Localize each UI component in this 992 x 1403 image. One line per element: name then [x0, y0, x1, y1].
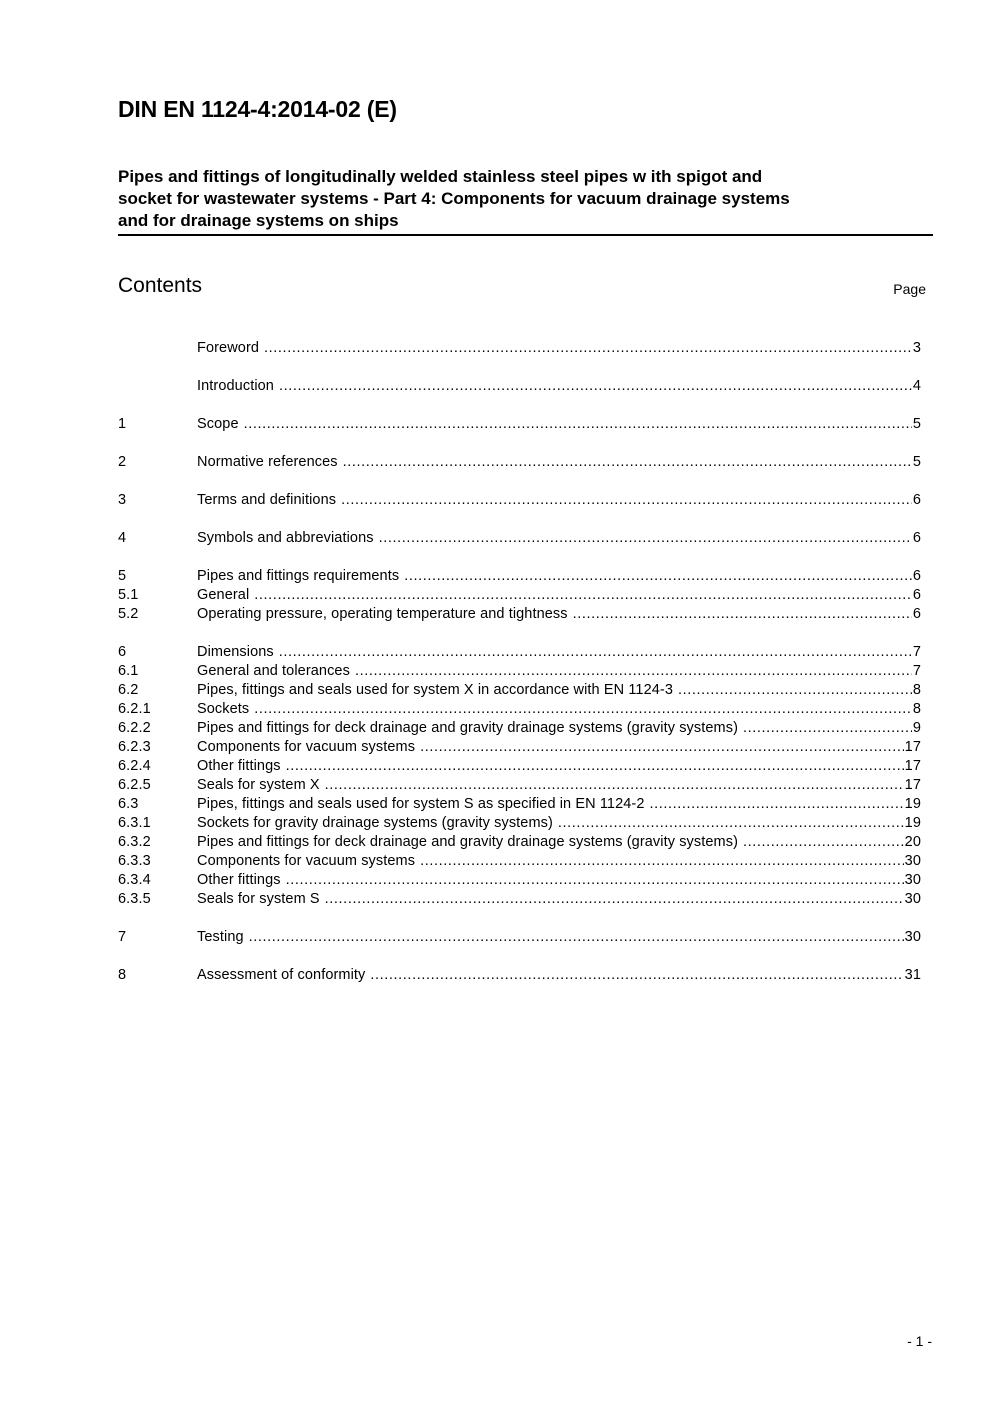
- toc-entry-number: 6.3.1: [118, 815, 151, 831]
- toc-entry-title: General: [197, 587, 250, 603]
- toc-entry-page: 3: [912, 340, 921, 356]
- toc-entry-number: 5: [118, 568, 127, 584]
- toc-entry-number: 6.2.1: [118, 701, 151, 717]
- toc-entry-title: Normative references: [197, 454, 338, 470]
- toc-leader-dots: [249, 928, 904, 947]
- toc-entry-page: 8: [912, 682, 921, 698]
- contents-heading: Contents: [118, 274, 203, 297]
- toc-entry-page: 7: [912, 644, 921, 660]
- toc-entry-6-2-5[interactable]: [118, 776, 921, 795]
- toc-leader-dots: [264, 339, 912, 358]
- toc-entry-page: 6: [912, 587, 921, 603]
- toc-entry-title: Components for vacuum systems: [197, 739, 416, 755]
- toc-entry-title: Pipes, fittings and seals used for system X in accordance with EN 1124-3: [197, 682, 673, 698]
- toc-entry-number: 6.1: [118, 663, 139, 679]
- toc-leader-dots: [420, 852, 904, 871]
- toc-entry-title: Seals for system X: [197, 777, 320, 793]
- toc-leader-dots: [244, 415, 912, 434]
- toc-entry-5-1[interactable]: [118, 586, 921, 605]
- toc-leader-dots: [678, 681, 912, 700]
- toc-entry-page: 8: [912, 701, 921, 717]
- toc-entry-title: Sockets: [197, 701, 250, 717]
- table-of-contents: [118, 339, 921, 985]
- toc-entry-title: General and tolerances: [197, 663, 350, 679]
- toc-entry-6-2-2[interactable]: [118, 719, 921, 738]
- toc-entry-number: 6.2.4: [118, 758, 151, 774]
- toc-entry-title: Pipes and fittings requirements: [197, 568, 400, 584]
- toc-leader-dots: [743, 719, 912, 738]
- document-id: DIN EN 1124-4:2014-02 (E): [118, 96, 397, 122]
- toc-entry-5-2[interactable]: [118, 605, 921, 624]
- toc-entry-6-3-3[interactable]: [118, 852, 921, 871]
- toc-entry-title: Assessment of conformity: [197, 967, 366, 983]
- toc-entry-page: 17: [904, 758, 921, 774]
- toc-entry-2[interactable]: [118, 453, 921, 472]
- toc-entry-6-2-3[interactable]: [118, 738, 921, 757]
- toc-entry-number: 6.3.2: [118, 834, 151, 850]
- toc-leader-dots: [370, 966, 903, 985]
- toc-entry-page: 5: [912, 416, 921, 432]
- toc-entry-page: 7: [912, 663, 921, 679]
- toc-leader-dots: [341, 491, 912, 510]
- toc-entry-number: 8: [118, 967, 127, 983]
- toc-entry-title: Introduction: [197, 378, 274, 394]
- toc-entry-number: 6.2.3: [118, 739, 151, 755]
- toc-entry-number: 5.1: [118, 587, 139, 603]
- toc-entry-number: 3: [118, 492, 127, 508]
- toc-entry-page: 6: [912, 492, 921, 508]
- toc-leader-dots: [743, 833, 904, 852]
- toc-entry-1[interactable]: [118, 415, 921, 434]
- toc-entry-page: 5: [912, 454, 921, 470]
- toc-entry-title: Symbols and abbreviations: [197, 530, 374, 546]
- toc-leader-dots: [325, 776, 904, 795]
- toc-entry-introduction[interactable]: [118, 377, 921, 396]
- toc-entry-title: Terms and definitions: [197, 492, 337, 508]
- toc-entry-title: Operating pressure, operating temperature and tightness: [197, 606, 568, 622]
- toc-entry-number: 6.3.3: [118, 853, 151, 869]
- toc-leader-dots: [355, 662, 912, 681]
- footer-page-number: - 1 -: [907, 1333, 932, 1349]
- toc-entry-page: 9: [912, 720, 921, 736]
- toc-entry-title: Scope: [197, 416, 239, 432]
- toc-entry-page: 6: [912, 568, 921, 584]
- toc-leader-dots: [650, 795, 904, 814]
- toc-entry-6-1[interactable]: [118, 662, 921, 681]
- toc-entry-6-3-2[interactable]: [118, 833, 921, 852]
- toc-entry-number: 6.2: [118, 682, 139, 698]
- toc-entry-title: Other fittings: [197, 758, 281, 774]
- toc-entry-page: 6: [912, 606, 921, 622]
- toc-entry-6-2-4[interactable]: [118, 757, 921, 776]
- toc-leader-dots: [379, 529, 912, 548]
- toc-entry-page: 19: [904, 815, 921, 831]
- toc-leader-dots: [558, 814, 904, 833]
- toc-entry-number: 5.2: [118, 606, 139, 622]
- toc-entry-page: 6: [912, 530, 921, 546]
- toc-leader-dots: [286, 757, 904, 776]
- toc-entry-page: 20: [904, 834, 921, 850]
- toc-entry-page: 30: [904, 929, 921, 945]
- toc-entry-title: Sockets for gravity drainage systems (gravity systems): [197, 815, 553, 831]
- toc-entry-number: 7: [118, 929, 127, 945]
- toc-entry-6-2[interactable]: [118, 681, 921, 700]
- toc-entry-6-3-5[interactable]: [118, 890, 921, 909]
- toc-entry-page: 17: [904, 739, 921, 755]
- toc-entry-foreword[interactable]: [118, 339, 921, 358]
- toc-entry-6-3-1[interactable]: [118, 814, 921, 833]
- toc-entry-title: Testing: [197, 929, 244, 945]
- toc-entry-3[interactable]: [118, 491, 921, 510]
- toc-entry-6-2-1[interactable]: [118, 700, 921, 719]
- toc-entry-title: Components for vacuum systems: [197, 853, 416, 869]
- toc-entry-number: 6.2.5: [118, 777, 151, 793]
- toc-entry-number: 6.3.5: [118, 891, 151, 907]
- toc-entry-number: 6.3: [118, 796, 139, 812]
- document-title: Pipes and fittings of longitudinally welded stainless steel pipes w ith spigot and socket for wastewater systems - Part 4: Components for vacuum drainage systems and for drainage systems on ships: [118, 166, 933, 236]
- page-column-label: Page: [893, 281, 926, 297]
- toc-entry-page: 17: [904, 777, 921, 793]
- toc-entry-title: Dimensions: [197, 644, 274, 660]
- toc-entry-6[interactable]: [118, 643, 921, 662]
- toc-entry-number: 6: [118, 644, 127, 660]
- toc-entry-8[interactable]: [118, 966, 921, 985]
- toc-leader-dots: [420, 738, 904, 757]
- toc-entry-page: 30: [904, 853, 921, 869]
- toc-entry-title: Pipes, fittings and seals used for system S as specified in EN 1124-2: [197, 796, 645, 812]
- toc-entry-7[interactable]: [118, 928, 921, 947]
- toc-entry-title: Foreword: [197, 340, 260, 356]
- toc-entry-number: 2: [118, 454, 127, 470]
- toc-leader-dots: [325, 890, 904, 909]
- toc-leader-dots: [254, 586, 912, 605]
- toc-leader-dots: [343, 453, 912, 472]
- toc-entry-number: 4: [118, 530, 127, 546]
- toc-entry-title: Seals for system S: [197, 891, 320, 907]
- toc-leader-dots: [279, 377, 912, 396]
- toc-entry-title: Pipes and fittings for deck drainage and gravity drainage systems (gravity systems): [197, 720, 739, 736]
- toc-entry-page: 4: [912, 378, 921, 394]
- toc-entry-title: Other fittings: [197, 872, 281, 888]
- toc-entry-6-3-4[interactable]: [118, 871, 921, 890]
- toc-entry-4[interactable]: [118, 529, 921, 548]
- toc-entry-page: 19: [904, 796, 921, 812]
- toc-leader-dots: [573, 605, 912, 624]
- toc-leader-dots: [286, 871, 904, 890]
- toc-entry-number: 6.2.2: [118, 720, 151, 736]
- toc-entry-number: 1: [118, 416, 127, 432]
- toc-entry-page: 30: [904, 891, 921, 907]
- toc-entry-number: 6.3.4: [118, 872, 151, 888]
- toc-entry-page: 30: [904, 872, 921, 888]
- toc-entry-title: Pipes and fittings for deck drainage and gravity drainage systems (gravity systems): [197, 834, 739, 850]
- toc-entry-6-3[interactable]: [118, 795, 921, 814]
- toc-leader-dots: [279, 643, 912, 662]
- toc-leader-dots: [404, 567, 912, 586]
- toc-leader-dots: [254, 700, 912, 719]
- toc-entry-5[interactable]: [118, 567, 921, 586]
- toc-entry-page: 31: [904, 967, 921, 983]
